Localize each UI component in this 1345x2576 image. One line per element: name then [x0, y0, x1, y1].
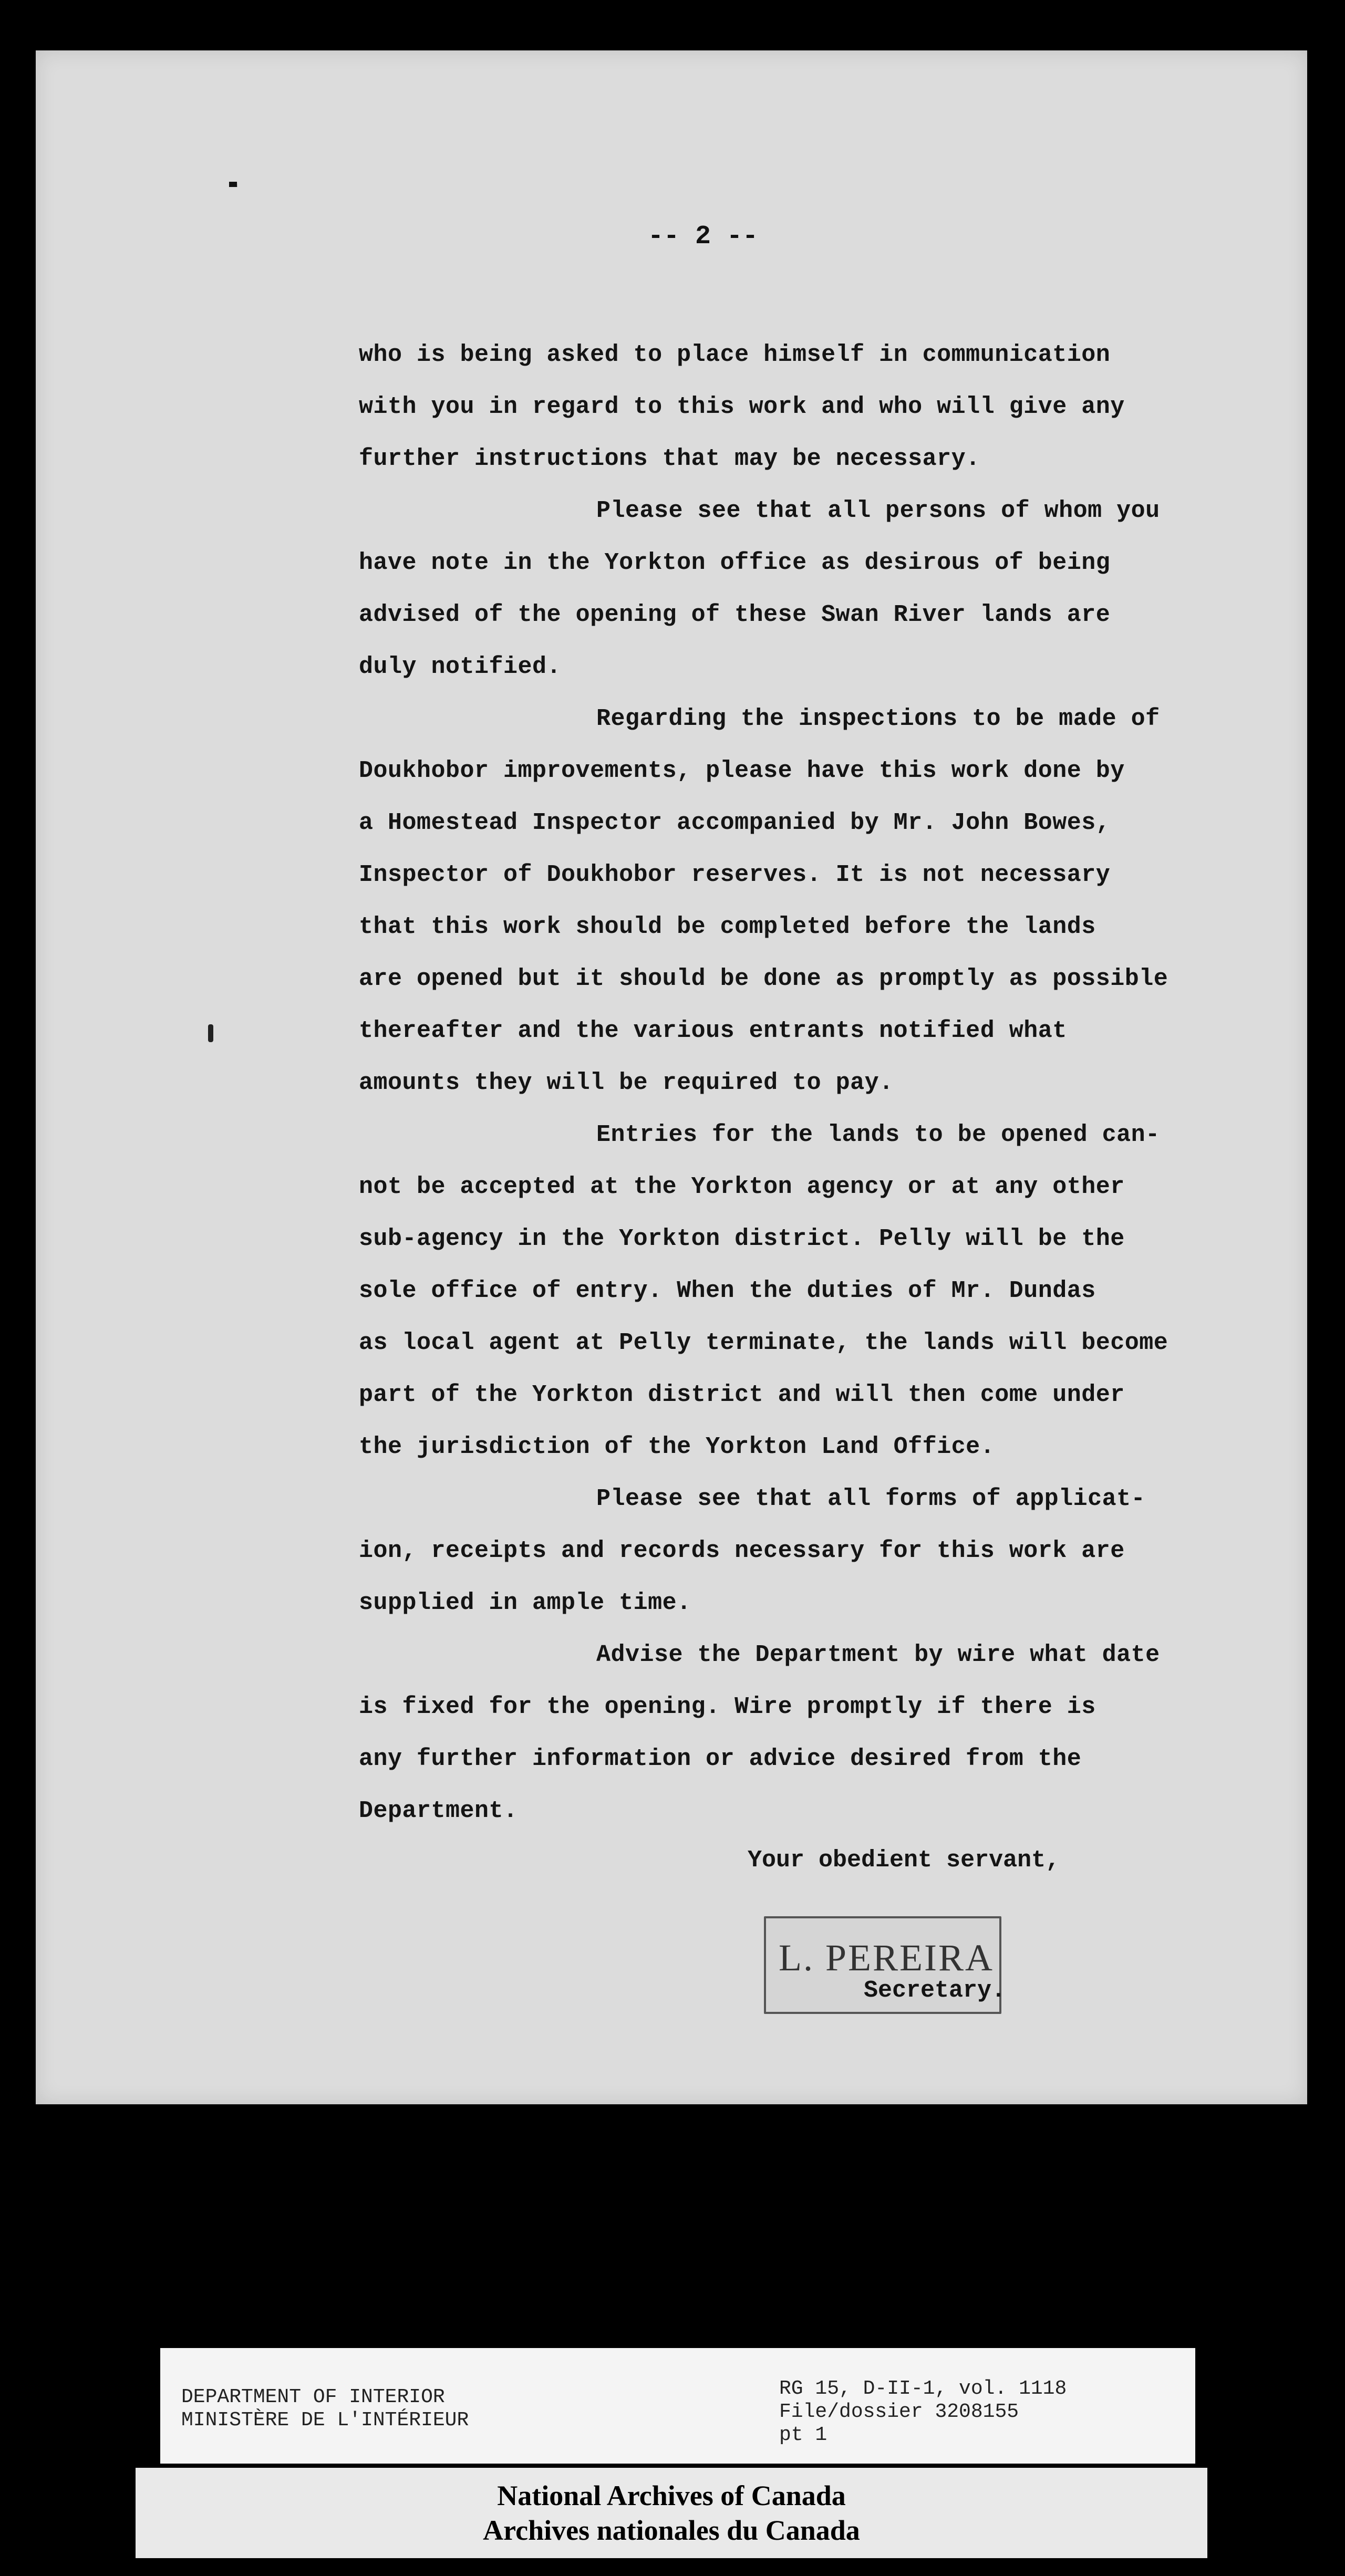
letter-line: as local agent at Pelly terminate, the lands will become: [359, 1329, 1168, 1356]
ink-mark-icon: [198, 182, 271, 187]
letter-line: advised of the opening of these Swan River lands are: [359, 601, 1111, 628]
letter-line: are opened but it should be done as promptly as possible: [359, 965, 1168, 992]
letter-line: the jurisdiction of the Yorkton Land Office.: [359, 1434, 995, 1460]
letter-line: sole office of entry. When the duties of Mr. Dundas: [359, 1277, 1096, 1304]
letter-line: any further information or advice desired from the: [359, 1746, 1082, 1772]
reference-line: RG 15, D-II-1, vol. 1118: [779, 2377, 1067, 2400]
reference-line: File/dossier 3208155: [779, 2401, 1019, 2423]
letter-line: further instructions that may be necessary.: [359, 445, 980, 472]
archive-reference-strip: [160, 2348, 1195, 2464]
letter-line: with you in regard to this work and who will give any: [359, 393, 1125, 420]
archive-label: [136, 2468, 1207, 2558]
archive-name-en: National Archives of Canada: [497, 2480, 846, 2511]
letter-line: amounts they will be required to pay.: [359, 1069, 894, 1096]
letter-line: is fixed for the opening. Wire promptly if there is: [359, 1694, 1096, 1720]
signature-title: Secretary.: [864, 1977, 1006, 2004]
letter-line: a Homestead Inspector accompanied by Mr. John Bowes,: [359, 809, 1111, 836]
letter-line: ion, receipts and records necessary for this work are: [359, 1538, 1125, 1564]
letter-line: Regarding the inspections to be made of: [596, 705, 1160, 732]
letter-line: thereafter and the various entrants notified what: [359, 1017, 1067, 1044]
letter-line: Department.: [359, 1798, 518, 1824]
department-fr: MINISTÈRE DE L'INTÉRIEUR: [181, 2409, 469, 2432]
department-block: [181, 2386, 469, 2432]
letter-line: sub-agency in the Yorkton district. Pelly will be the: [359, 1225, 1125, 1252]
closing-salutation: Your obedient servant,: [748, 1847, 1060, 1874]
letter-line: Entries for the lands to be opened can-: [596, 1121, 1160, 1148]
letter-line: supplied in ample time.: [359, 1590, 691, 1616]
letter-line: that this work should be completed before the lands: [359, 913, 1096, 940]
department-en: DEPARTMENT OF INTERIOR: [181, 2386, 445, 2408]
letter-line: part of the Yorkton district and will then come under: [359, 1382, 1125, 1408]
page-number: -- 2 --: [647, 222, 759, 252]
letter-line: not be accepted at the Yorkton agency or at any other: [359, 1173, 1125, 1200]
letter-line: duly notified.: [359, 653, 562, 680]
reference-block: [779, 2377, 1067, 2447]
letter-line: Please see that all forms of applicat-: [596, 1486, 1146, 1512]
document-page: [36, 50, 1307, 2104]
archive-name-fr: Archives nationales du Canada: [483, 2515, 860, 2546]
stamp-name: L. PEREIRA: [779, 1937, 995, 1979]
reference-line: pt 1: [779, 2424, 827, 2446]
letter-line: Please see that all persons of whom you: [596, 497, 1160, 524]
letter-body: [359, 329, 1263, 1837]
letter-line: Doukhobor improvements, please have this work done by: [359, 757, 1125, 784]
letter-line: have note in the Yorkton office as desirous of being: [359, 549, 1111, 576]
letter-line: Inspector of Doukhobor reserves. It is not necessary: [359, 861, 1111, 888]
letter-line: who is being asked to place himself in communication: [359, 341, 1111, 368]
letter-line: Advise the Department by wire what date: [596, 1642, 1160, 1668]
ink-speck: [208, 1024, 213, 1042]
